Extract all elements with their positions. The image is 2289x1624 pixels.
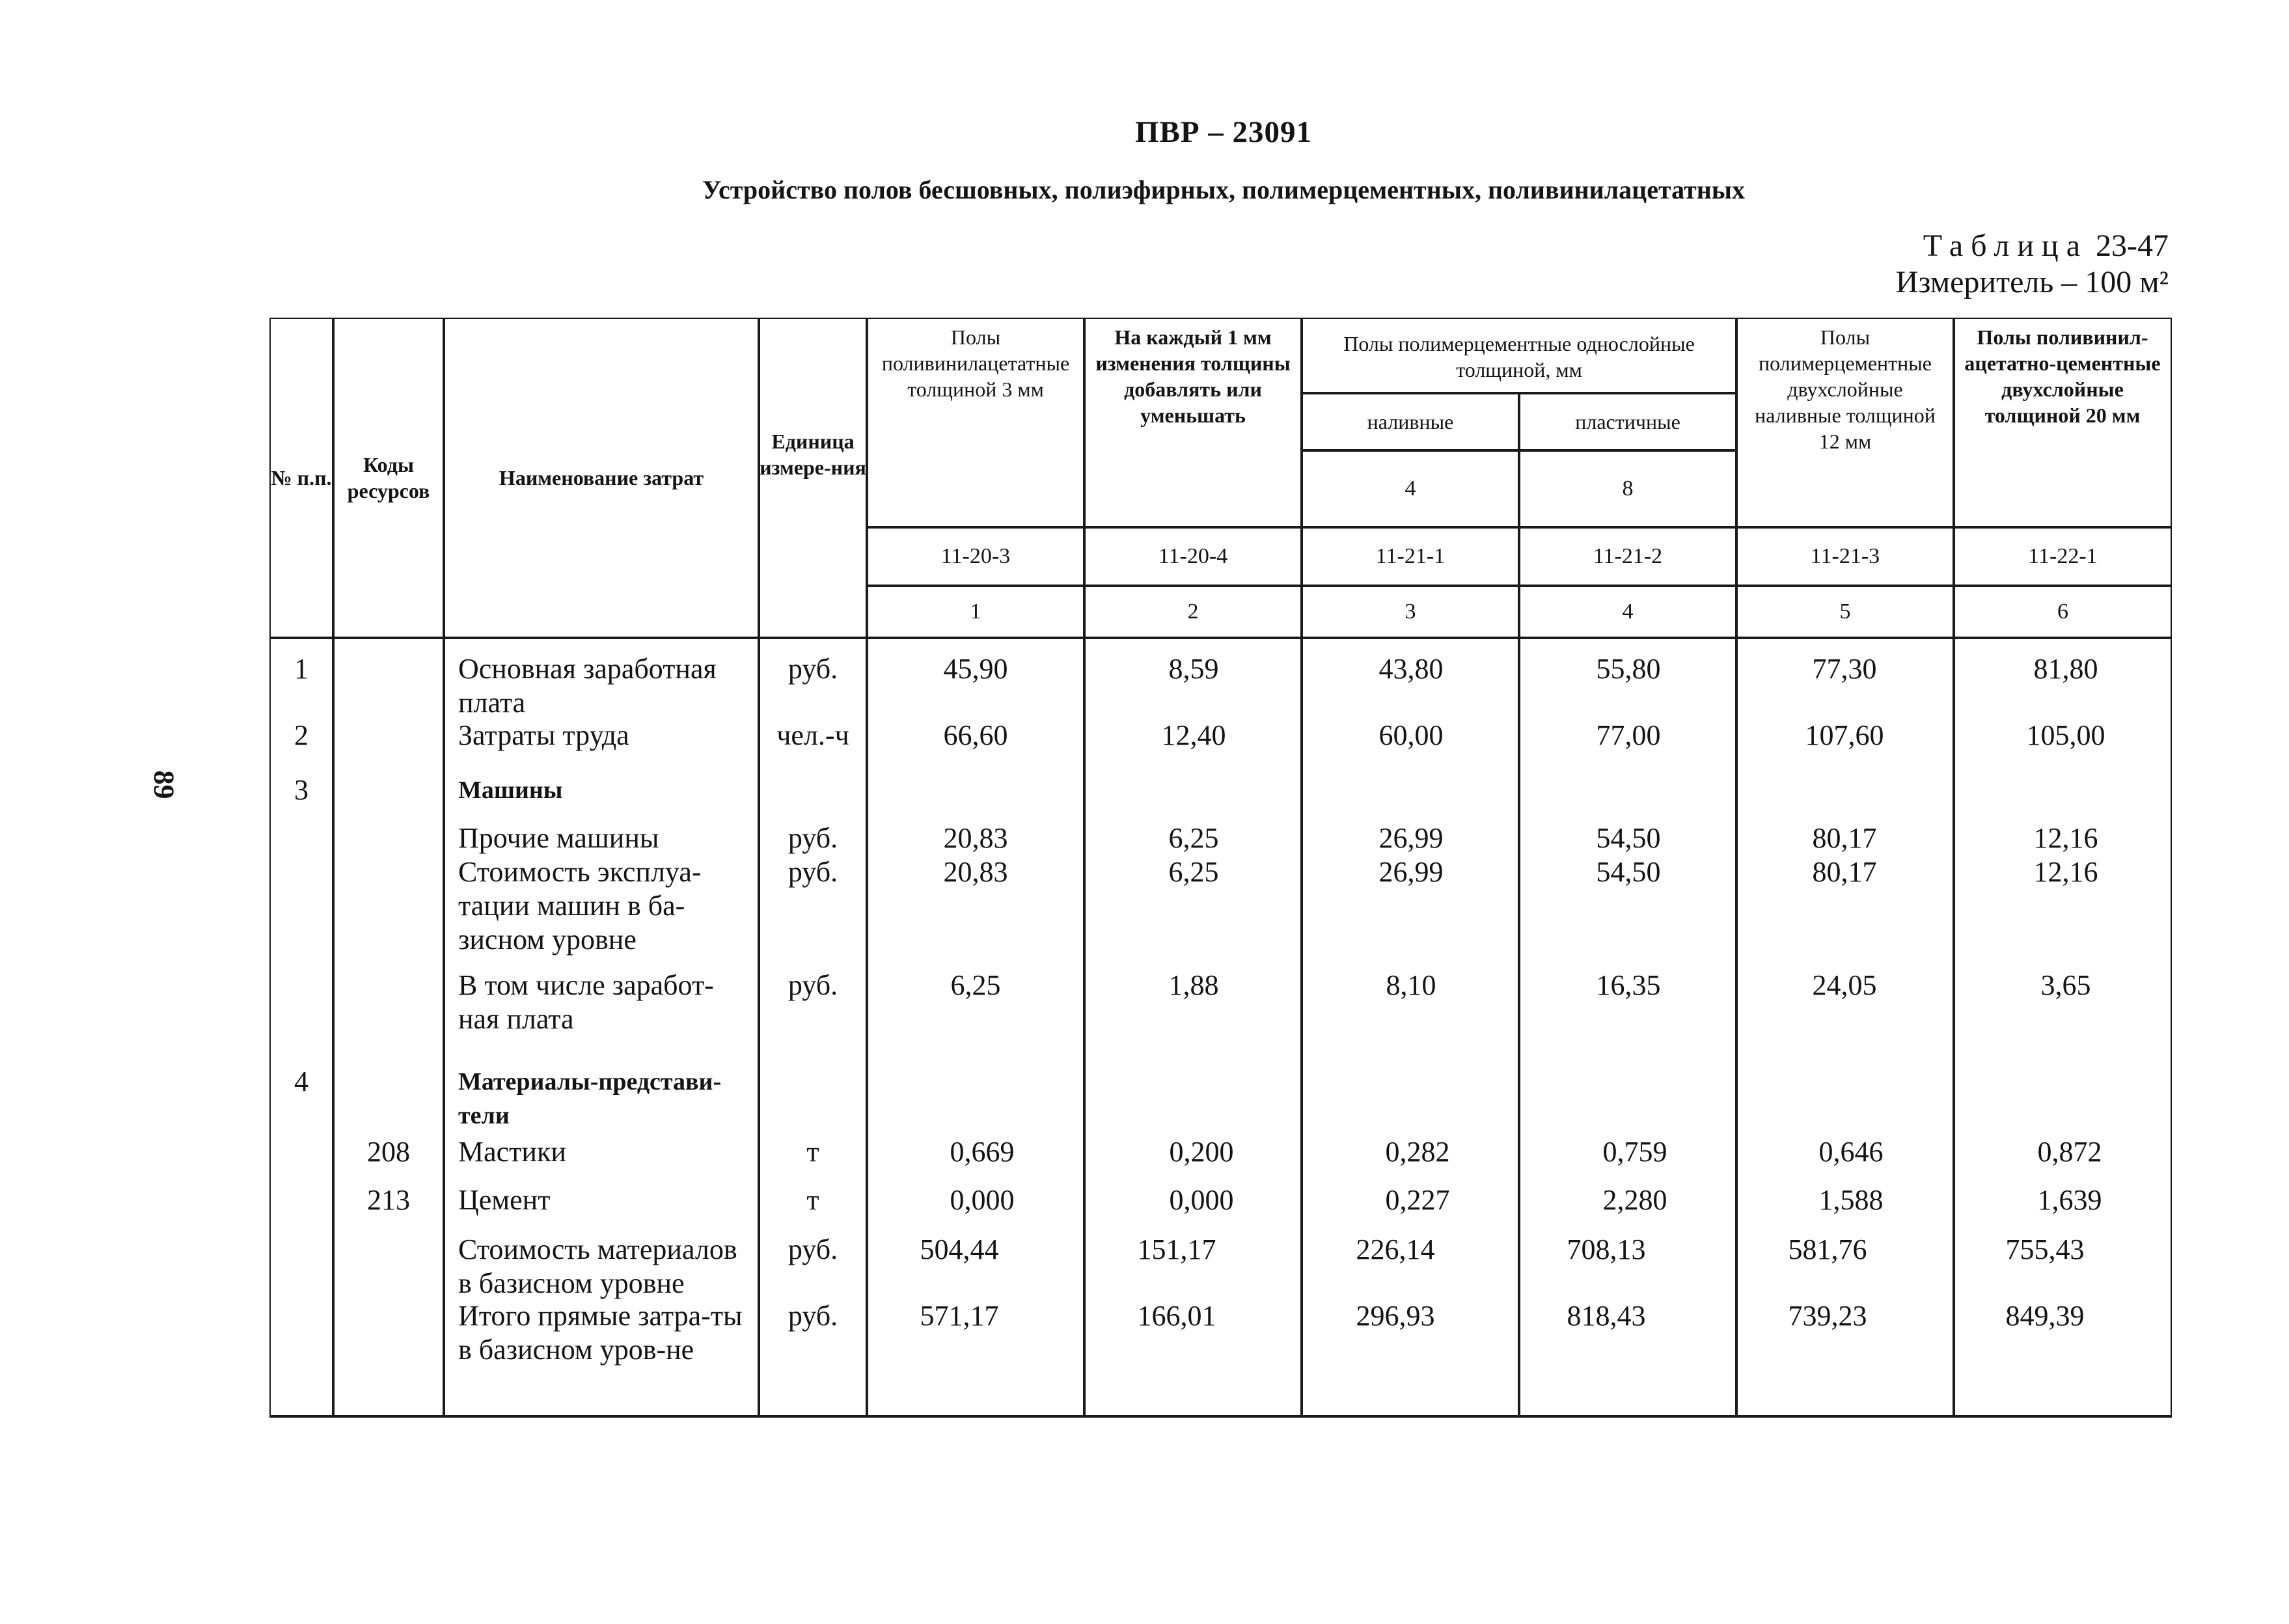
table-number: 23-47 (2096, 228, 2169, 263)
col-header-3: наливные (1367, 410, 1454, 434)
row-value: 20,83 (943, 822, 1008, 854)
row-value: 80,17 (1812, 856, 1877, 888)
row-value: 43,80 (1378, 653, 1444, 685)
column-number: 2 (1187, 599, 1199, 624)
row-name: Основная заработная плата (458, 653, 717, 719)
col-header-3-thickness: 4 (1405, 476, 1416, 501)
row-value: 0,669 (950, 1136, 1015, 1168)
row-value: 0,759 (1602, 1136, 1667, 1168)
row-value: 296,93 (1356, 1300, 1435, 1332)
row-value: 0,227 (1385, 1184, 1450, 1216)
col-header-group: Полы полимерцементные однослойные толщиной, мм (1343, 332, 1695, 381)
row-value: 107,60 (1805, 719, 1884, 751)
row-name: Стоимость материалов в базисном уровне (458, 1233, 737, 1299)
document-code: ПВР – 23091 (1134, 115, 1313, 149)
row-unit: т (806, 1136, 819, 1168)
table-label: Таблица (1923, 228, 2089, 263)
row-code: 208 (367, 1136, 410, 1168)
col-header-6: Полы поливинил-ацетатно-цементные двухслойные толщиной 20 мм (1964, 325, 2161, 427)
column-number: 5 (1839, 599, 1851, 624)
col-header-5: Полы полимерцементные двухслойные наливные толщиной 12 мм (1755, 325, 1936, 453)
row-name: Прочие машины (458, 822, 659, 854)
row-value: 12,16 (2033, 856, 2098, 888)
code-cell: 11-21-2 (1593, 544, 1663, 568)
row-value: 105,00 (2026, 719, 2105, 751)
row-section-title: Материалы-представи-тели (458, 1068, 722, 1129)
row-value: 166,01 (1137, 1300, 1216, 1332)
row-value: 151,17 (1137, 1233, 1216, 1265)
row-value: 1,588 (1818, 1184, 1884, 1216)
row-value: 0,200 (1169, 1136, 1234, 1168)
row-value: 0,646 (1818, 1136, 1884, 1168)
row-value: 818,43 (1567, 1300, 1646, 1332)
column-number: 1 (970, 599, 981, 624)
row-value: 755,43 (2005, 1233, 2085, 1265)
row-value: 8,10 (1386, 969, 1436, 1001)
row-value: 77,00 (1596, 719, 1661, 751)
col-header-2: На каждый 1 мм изменения толщины добавлять или уменьшать (1095, 325, 1291, 427)
col-header-codes: Коды ресурсов (347, 453, 430, 502)
row-value: 16,35 (1596, 969, 1661, 1001)
row-value: 54,50 (1596, 856, 1661, 888)
row-value: 80,17 (1812, 822, 1877, 854)
row-number: 4 (294, 1066, 308, 1097)
row-value: 2,280 (1602, 1184, 1667, 1216)
row-unit: т (806, 1184, 819, 1216)
col-header-unit: Единица измере-ния (760, 430, 866, 479)
row-value: 60,00 (1378, 719, 1444, 751)
row-unit: руб. (788, 969, 838, 1001)
row-unit: руб. (788, 822, 838, 854)
row-value: 26,99 (1378, 822, 1444, 854)
row-value: 66,60 (943, 719, 1008, 751)
row-code: 213 (367, 1184, 410, 1216)
code-cell: 11-20-3 (940, 544, 1011, 568)
col-header-no: № п.п. (271, 466, 332, 489)
row-value: 6,25 (1168, 856, 1219, 888)
code-cell: 11-20-4 (1158, 544, 1228, 568)
page-number: 89 (148, 770, 180, 799)
row-value: 226,14 (1356, 1233, 1435, 1265)
measure-unit: Измеритель – 100 м² (1895, 265, 2169, 299)
row-value: 3,65 (2040, 969, 2091, 1001)
row-number: 3 (294, 774, 308, 806)
row-value: 0,000 (1169, 1184, 1234, 1216)
row-value: 20,83 (943, 856, 1008, 888)
row-value: 849,39 (2005, 1300, 2085, 1332)
row-number: 1 (294, 653, 308, 685)
row-value: 12,16 (2033, 822, 2098, 854)
column-number: 6 (2057, 599, 2068, 624)
row-name: Мастики (458, 1136, 566, 1168)
row-value: 77,30 (1812, 653, 1877, 685)
document-subtitle: Устройство полов бесшовных, полиэфирных, полимерцементных, поливинилацетатных (702, 175, 1745, 204)
row-section-title: Машины (458, 777, 563, 804)
row-value: 1,88 (1168, 969, 1219, 1001)
row-value: 739,23 (1788, 1300, 1867, 1332)
code-cell: 11-21-3 (1810, 544, 1880, 568)
row-value: 8,59 (1168, 653, 1219, 685)
row-unit: руб. (788, 1300, 838, 1332)
row-value: 504,44 (920, 1233, 999, 1265)
row-unit: руб. (788, 653, 838, 685)
code-cell: 11-22-1 (2028, 544, 2098, 568)
row-name: Стоимость эксплуа-тации машин в ба-зисном уровне (458, 856, 702, 956)
table-label-block (1896, 228, 2169, 301)
row-value: 26,99 (1378, 856, 1444, 888)
row-value: 45,90 (943, 653, 1008, 685)
row-value: 708,13 (1567, 1233, 1646, 1265)
column-number: 4 (1622, 599, 1634, 624)
row-value: 571,17 (920, 1300, 999, 1332)
row-name: Цемент (458, 1184, 551, 1216)
row-number: 2 (294, 719, 308, 751)
row-value: 6,25 (1168, 822, 1219, 854)
resource-table (269, 318, 2172, 1424)
row-value: 6,25 (950, 969, 1001, 1001)
row-name: Итого прямые затра-ты в базисном уров-не (458, 1300, 743, 1366)
row-value: 581,76 (1788, 1233, 1867, 1265)
row-value: 1,639 (2037, 1184, 2102, 1216)
row-value: 12,40 (1161, 719, 1226, 751)
row-value: 0,282 (1385, 1136, 1450, 1168)
row-value: 55,80 (1596, 653, 1661, 685)
row-value: 0,000 (950, 1184, 1015, 1216)
col-header-4: пластичные (1575, 410, 1680, 434)
row-value: 54,50 (1596, 822, 1661, 854)
col-header-1: Полы поливинилацетатные толщиной 3 мм (881, 325, 1070, 401)
code-cell: 11-21-1 (1375, 544, 1446, 568)
column-number: 3 (1405, 599, 1416, 624)
row-value: 81,80 (2033, 653, 2098, 685)
row-value: 0,872 (2037, 1136, 2102, 1168)
row-unit: руб. (788, 856, 838, 888)
row-unit: руб. (788, 1233, 838, 1265)
row-unit: чел.-ч (776, 719, 849, 751)
col-header-name: Наименование затрат (499, 466, 704, 489)
col-header-4-thickness: 8 (1622, 476, 1634, 501)
row-name: В том числе заработ-ная плата (458, 969, 714, 1035)
row-value: 24,05 (1812, 969, 1877, 1001)
row-name: Затраты труда (458, 719, 629, 751)
